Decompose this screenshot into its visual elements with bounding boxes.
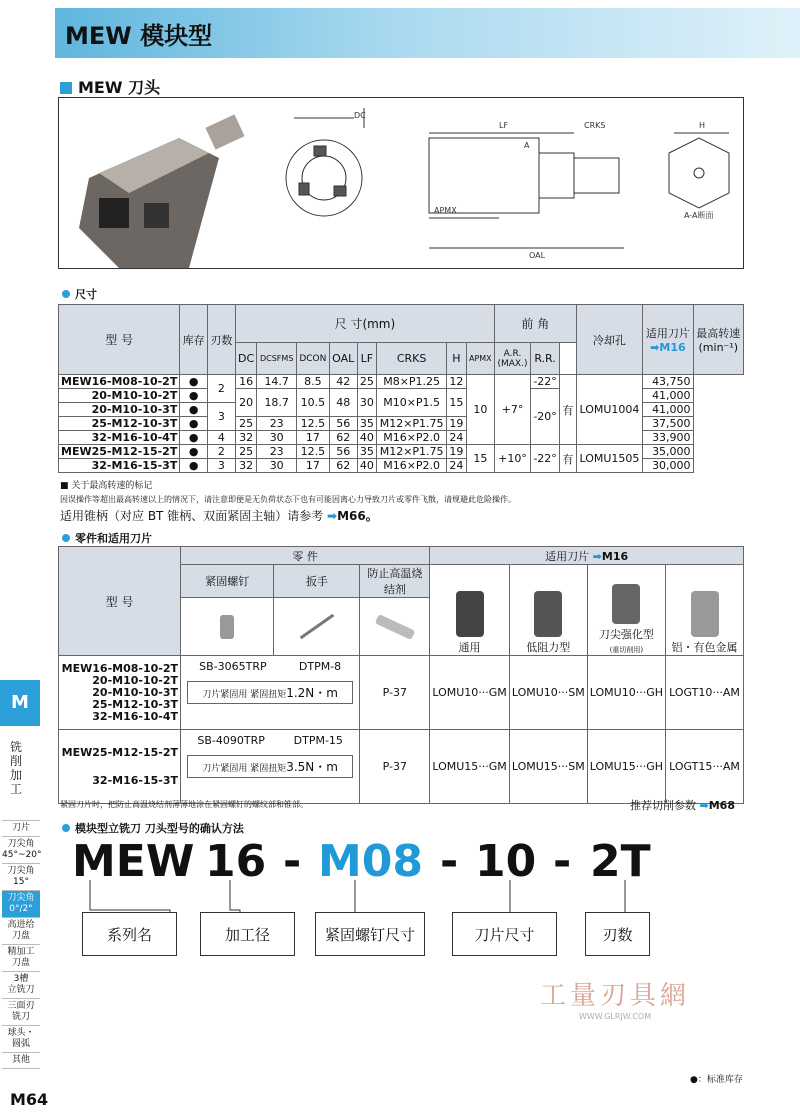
watermark: 工量刃具網 WWW.GLRJW.COM xyxy=(540,981,691,1021)
side-nav-item[interactable]: 球头・ 圆弧 xyxy=(2,1026,40,1053)
technical-drawing xyxy=(254,98,744,268)
bullet-icon xyxy=(62,534,70,542)
page-header xyxy=(55,8,800,58)
screw-icon xyxy=(220,615,234,639)
side-nav-item[interactable]: 3槽 立铣刀 xyxy=(2,972,40,999)
square-icon xyxy=(60,82,72,94)
parts-title: 零件和适用刀片 xyxy=(62,530,152,546)
bullet-icon xyxy=(62,824,70,832)
side-nav xyxy=(2,820,40,1069)
table-row: MEW16-M08-10-2T ● 2 16 14.7 8.5 42 25 M8×P1.25 12 10 +7° -22° 有 LOMU1004 43,750 xyxy=(59,375,744,389)
code-dash: - xyxy=(553,836,572,887)
legend: ●：标准库存 xyxy=(690,1075,743,1085)
code-screw: M08 xyxy=(318,836,424,887)
tube-icon xyxy=(375,614,415,640)
dims-table: 型 号 库存 刃数 尺 寸(mm) 前 角 冷却孔 适用刀片 ➡M16 最高转速 (min⁻¹) DC DCSFMS DCON OAL LF CRKS H APMX A.R. (MAX.) R.R. MEW16-M08-10-2T ● 2 16 14.7 8.5 42 25 M8×P1.25 12 10 +7° -22° 有 LOMU1004 43,750 20-M10-10-2T ● 20 18.7 10.5 48 30 M10×P1.5 15 -20° 41,000 20-M10-10-3T ● 3 41,000 25-M12-10-3T ● 25 23 12.5 56 35 M12×P1.75 19 37,500 32-M16-10-4T ● 4 32 30 17 62 40 M16×P2.0 24 33,900 MEW25-M12-15-2T ● 2 25 23 12.5 56 35 M12×P1.75 19 15 +10° -22° 有 LOMU1505 35,000 32-M16-15-3T ● 3 32 30 17 62 40 M16×P2.0 24 30,000 xyxy=(58,304,744,473)
drawing-area xyxy=(58,97,744,269)
label-dia: 加工径 xyxy=(200,912,295,956)
svg-text:APMX: APMX xyxy=(434,206,457,215)
label-screw: 紧固螺钉尺寸 xyxy=(315,912,425,956)
table-row: 20-M10-10-3T ● 3 41,000 xyxy=(59,403,744,417)
side-nav-item[interactable]: 刀尖角 45°~20° xyxy=(2,837,40,864)
parts-foot: 紧固刀片时，把防止高温烧结剂薄薄地涂在紧固螺钉的螺纹部和锥部。 xyxy=(60,800,308,809)
label-dc: DC xyxy=(354,111,366,120)
svg-text:H: H xyxy=(699,121,706,130)
label-series: 系列名 xyxy=(82,912,177,956)
parts-table: 型 号 零 件 适用刀片 ➡M16 紧固螺钉 扳手 防止高温烧结剂 通用 低阻力型 刀尖强化型 (重切削用) 铝・有色金属 MEW16-M08-10-2T 20-M10-10-2T 20-M10-10-3T 25-M12-10-3T 32-M16-10-4T SB-3065TRP DTPM-8 刀片紧固用 紧固扭矩1.2N・m P-37 LOMU10···GM LOMU10···SM LOMU10···GH LOGT10···AM MEW25-M12-15-2T 32-M16-15-3T SB-4090TRP DTPM-15 刀片紧固用 紧固扭矩3.5N・m P-37 LOMU15···GM LOMU15···SM LOMU15···GH LOGT15···AM xyxy=(58,546,744,804)
side-nav-item[interactable]: 刀尖角 15° xyxy=(2,864,40,891)
code-flutes: 2T xyxy=(590,836,651,887)
dims-title: 尺寸 xyxy=(62,286,97,302)
insert-icon xyxy=(691,591,719,637)
page-title: MEW 模块型 xyxy=(65,22,213,50)
code-title: 模块型立铣刀 刀头型号的确认方法 xyxy=(62,820,244,836)
table-row: MEW25-M12-15-2T ● 2 25 23 12.5 56 35 M12×P1.75 19 15 +10° -22° 有 LOMU1505 35,000 xyxy=(59,445,744,459)
code-dash: - xyxy=(283,836,302,887)
side-nav-item[interactable]: 其他 xyxy=(2,1053,40,1069)
rec-link[interactable]: 推荐切削参数 ➡M68 xyxy=(630,799,735,812)
code-dia: 16 xyxy=(205,836,267,887)
code-dash: - xyxy=(440,836,459,887)
svg-text:CRKS: CRKS xyxy=(584,121,606,130)
notes: ■ 关于最高转速的标记 因误操作等超出最高转速以上的情况下，请注意即便是无负荷状态下也有可能因离心力导致刀片或零件飞散，请规避此危险操作。 适用锥柄（对应 BT 锥柄、双面紧固主轴）请参考 ➡M66。 xyxy=(60,481,516,523)
insert-icon xyxy=(456,591,484,637)
code-insert: 10 xyxy=(475,836,537,887)
svg-text:OAL: OAL xyxy=(529,251,546,260)
insert-icon xyxy=(612,584,640,624)
side-tab-m[interactable]: M xyxy=(0,680,40,726)
insert-icon xyxy=(534,591,562,637)
side-vertical-label: 铣削加工 xyxy=(10,740,23,796)
table-row: 32-M16-15-3T ● 3 32 30 17 62 40 M16×P2.0 24 30,000 xyxy=(59,459,744,473)
wrench-icon xyxy=(300,614,334,639)
side-nav-item[interactable]: 三面刃 铣刀 xyxy=(2,999,40,1026)
tool-photo xyxy=(59,98,259,268)
svg-text:A-A断面: A-A断面 xyxy=(684,211,714,220)
section-title: MEW 刀头 xyxy=(60,75,160,98)
side-nav-item[interactable]: 精加工 刀盘 xyxy=(2,945,40,972)
code-series: MEW xyxy=(72,836,195,887)
table-row: 20-M10-10-2T ● 20 18.7 10.5 48 30 M10×P1.5 15 -20° 41,000 xyxy=(59,389,744,403)
table-row: 32-M16-10-4T ● 4 32 30 17 62 40 M16×P2.0 24 33,900 xyxy=(59,431,744,445)
label-flutes: 刃数 xyxy=(585,912,650,956)
table-row: 25-M12-10-3T ● 25 23 12.5 56 35 M12×P1.75 19 37,500 xyxy=(59,417,744,431)
side-nav-item[interactable]: 高进给 刀盘 xyxy=(2,918,40,945)
side-nav-item[interactable]: 刀尖角 0°/2° xyxy=(2,891,40,918)
side-nav-item[interactable]: 刀片 xyxy=(2,821,40,837)
svg-text:A: A xyxy=(524,141,530,150)
label-insert: 刀片尺寸 xyxy=(452,912,557,956)
bullet-icon xyxy=(62,290,70,298)
page-number: M64 xyxy=(10,1090,49,1109)
svg-text:LF: LF xyxy=(499,121,509,130)
